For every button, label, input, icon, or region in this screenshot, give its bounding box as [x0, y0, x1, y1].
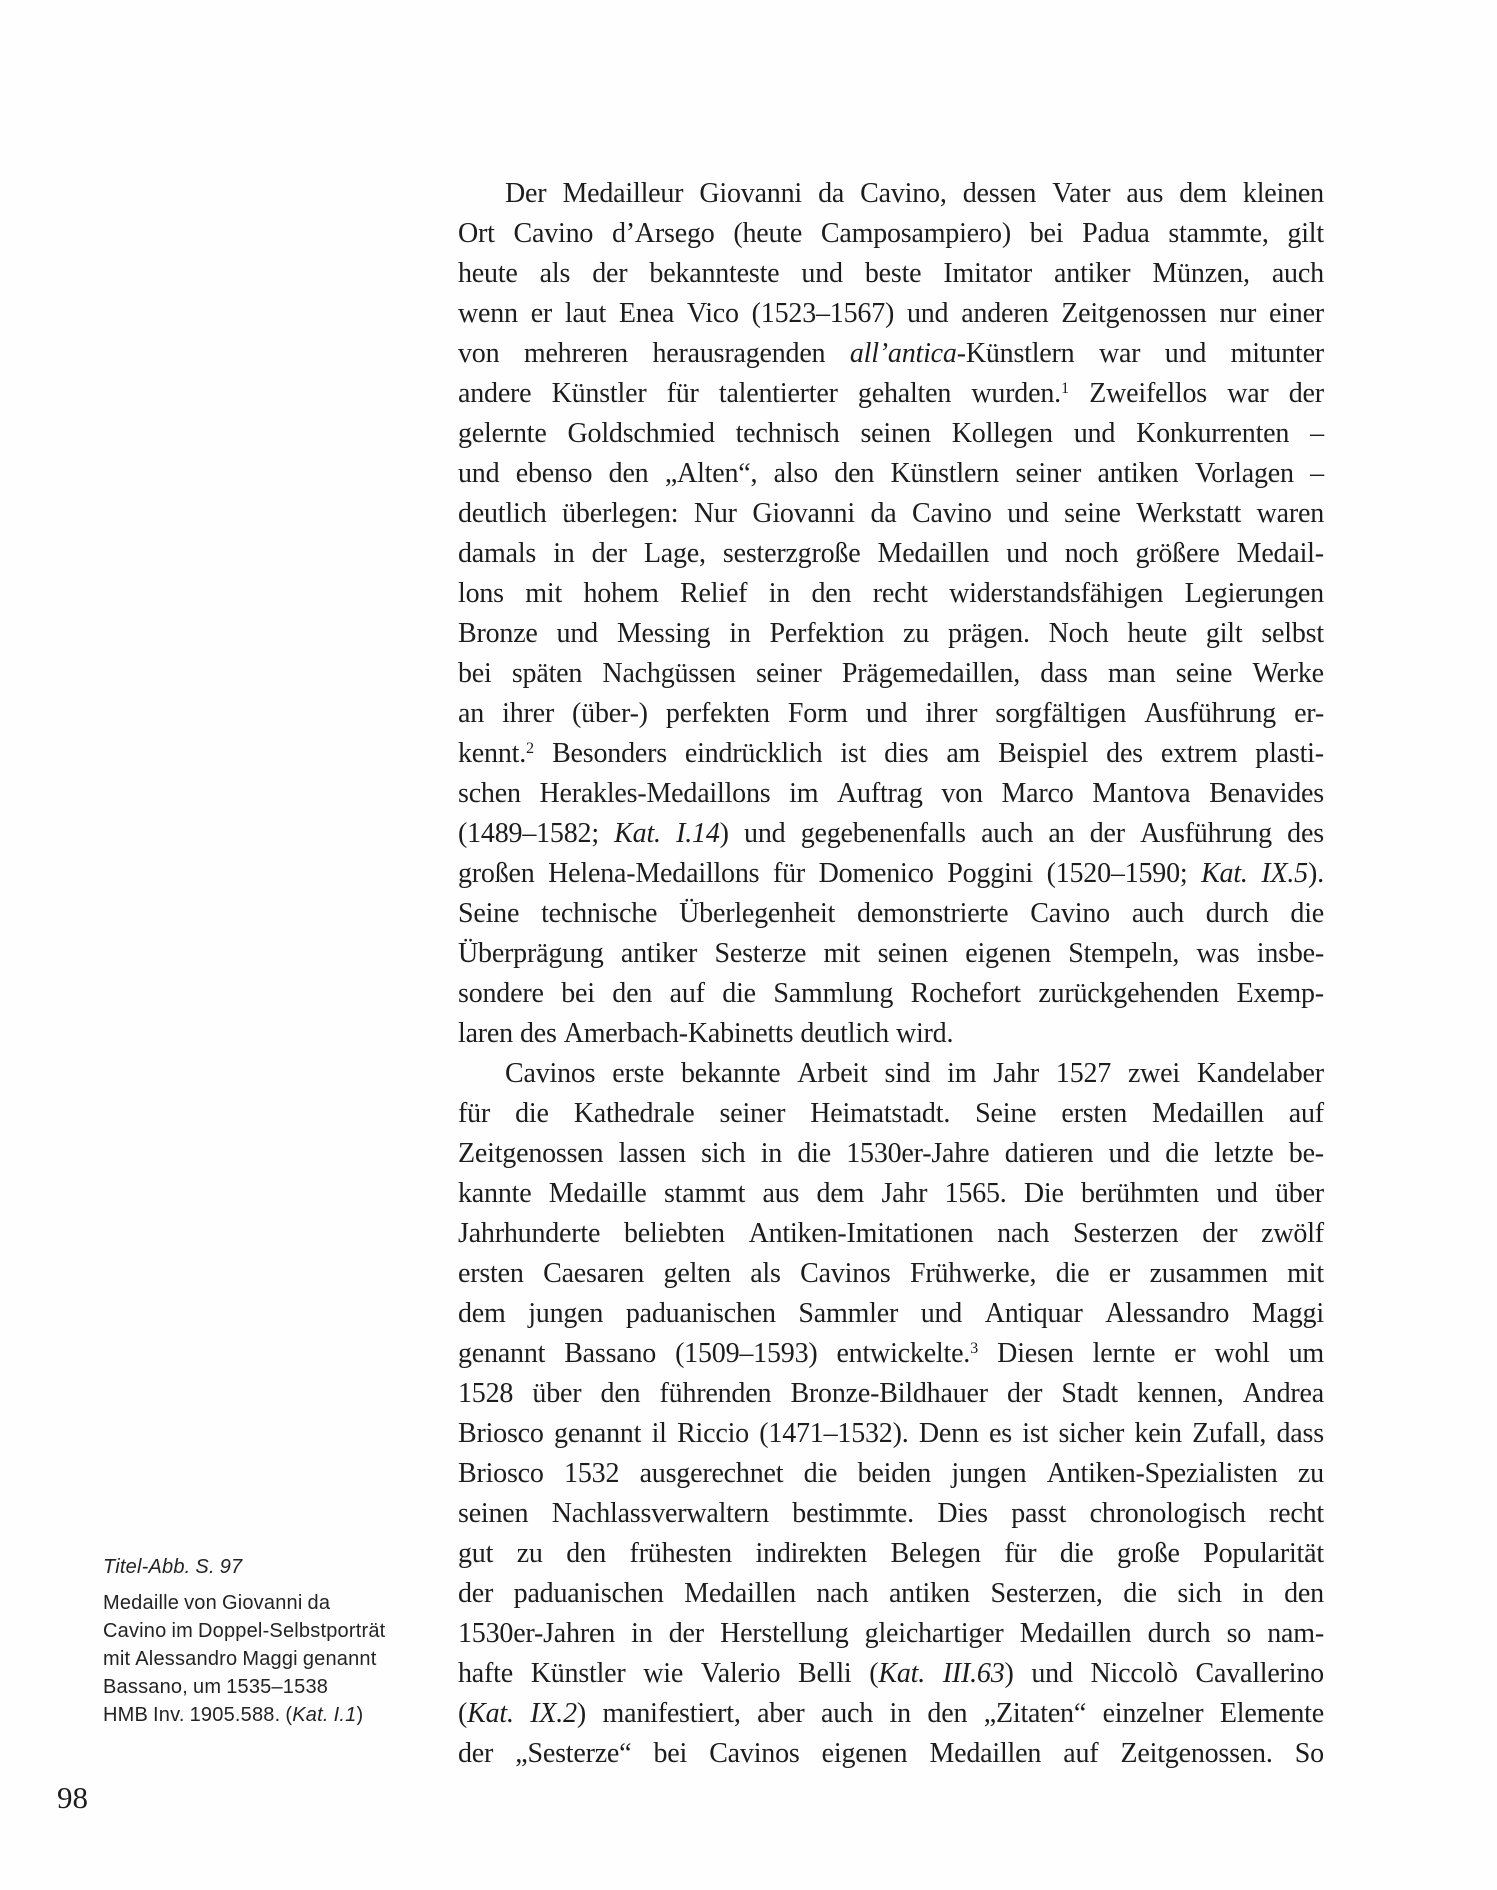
text-line: (Kat. IX.2) manifestiert, aber auch in den „Zitaten“ einzelner Elemente [458, 1698, 1324, 1729]
text-line: Briosco genannt il Riccio (1471–1532). Denn es ist sicher kein Zufall, dass [458, 1418, 1324, 1449]
body-text [458, 178, 1324, 1778]
text-line: wenn er laut Enea Vico (1523–1567) und anderen Zeitgenossen nur einer [458, 298, 1324, 329]
text-line: damals in der Lage, sesterzgroße Medaillen und noch größere Medail- [458, 538, 1324, 569]
caption-line: HMB Inv. 1905.588. (Kat. I.1) [103, 1704, 364, 1726]
text-line: der paduanischen Medaillen nach antiken Sesterzen, die sich in den [458, 1578, 1324, 1609]
text-line: 1530er-Jahren in der Herstellung gleichartiger Medaillen durch so nam- [458, 1618, 1324, 1649]
text-line: schen Herakles-Medaillons im Auftrag von Marco Mantova Benavides [458, 778, 1324, 809]
text-line: großen Helena-Medaillons für Domenico Poggini (1520–1590; Kat. IX.5). [458, 858, 1324, 889]
text-line: der „Sesterze“ bei Cavinos eigenen Medaillen auf Zeitgenossen. So [458, 1738, 1324, 1769]
text-line: Überprägung antiker Sesterze mit seinen eigenen Stempeln, was insbe- [458, 938, 1324, 969]
text-line: Cavinos erste bekannte Arbeit sind im Jahr 1527 zwei Kandelaber [505, 1058, 1324, 1089]
text-line: genannt Bassano (1509–1593) entwickelte.$^3$ Diesen lernte er wohl um [458, 1338, 1324, 1369]
text-line: deutlich überlegen: Nur Giovanni da Cavino und seine Werkstatt waren [458, 498, 1324, 529]
caption-line: Medaille von Giovanni da [103, 1592, 331, 1614]
text-line: Der Medailleur Giovanni da Cavino, dessen Vater aus dem kleinen [505, 178, 1324, 209]
text-line: (1489–1582; Kat. I.14) und gegebenenfalls auch an der Ausführung des [458, 818, 1324, 849]
text-line: andere Künstler für talentierter gehalten wurden.$^1$ Zweifellos war der [458, 378, 1324, 409]
caption-line: Titel-Abb. S. 97 [103, 1556, 243, 1578]
page-number: 98 [57, 1780, 88, 1815]
text-line: für die Kathedrale seiner Heimatstadt. Seine ersten Medaillen auf [458, 1098, 1324, 1129]
text-line: Briosco 1532 ausgerechnet die beiden jungen Antiken-Spezialisten zu [458, 1458, 1324, 1489]
text-line: dem jungen paduanischen Sammler und Antiquar Alessandro Maggi [458, 1298, 1324, 1329]
caption-line: Cavino im Doppel-Selbstporträt [103, 1620, 386, 1642]
text-line: sondere bei den auf die Sammlung Rochefort zurückgehenden Exemp- [458, 978, 1324, 1009]
text-line: Jahrhunderte beliebten Antiken-Imitationen nach Sesterzen der zwölf [458, 1218, 1324, 1249]
text-line: Zeitgenossen lassen sich in die 1530er-Jahre datieren und die letzte be- [458, 1138, 1324, 1169]
text-line: und ebenso den „Alten“, also den Künstlern seiner antiken Vorlagen – [458, 458, 1324, 489]
text-line: an ihrer (über-) perfekten Form und ihrer sorgfältigen Ausführung er- [458, 698, 1324, 729]
caption-line: Bassano, um 1535–1538 [103, 1676, 329, 1698]
figure-caption [103, 1556, 433, 1732]
caption-line: mit Alessandro Maggi genannt [103, 1648, 377, 1670]
text-line: bei späten Nachgüssen seiner Prägemedaillen, dass man seine Werke [458, 658, 1324, 689]
text-line: kennt.$^2$ Besonders eindrücklich ist dies am Beispiel des extrem plasti- [458, 738, 1324, 769]
text-line: gut zu den frühesten indirekten Belegen für die große Popularität [458, 1538, 1324, 1569]
text-line: seinen Nachlassverwaltern bestimmte. Dies passt chronologisch recht [458, 1498, 1324, 1529]
text-line: Seine technische Überlegenheit demonstrierte Cavino auch durch die [458, 898, 1324, 929]
text-line: laren des Amerbach-Kabinetts deutlich wird. [458, 1018, 954, 1049]
text-line: lons mit hohem Relief in den recht widerstandsfähigen Legierungen [458, 578, 1324, 609]
text-line: 1528 über den führenden Bronze-Bildhauer der Stadt kennen, Andrea [458, 1378, 1324, 1409]
text-line: gelernte Goldschmied technisch seinen Kollegen und Konkurrenten – [458, 418, 1324, 449]
text-line: ersten Caesaren gelten als Cavinos Frühwerke, die er zusammen mit [458, 1258, 1324, 1289]
text-line: heute als der bekannteste und beste Imitator antiker Münzen, auch [458, 258, 1324, 289]
text-line: Ort Cavino d’Arsego (heute Camposampiero) bei Padua stammte, gilt [458, 218, 1324, 249]
text-line: kannte Medaille stammt aus dem Jahr 1565. Die berühmten und über [458, 1178, 1324, 1209]
text-line: von mehreren herausragenden all’antica-Künstlern war und mitunter [458, 338, 1324, 369]
text-line: hafte Künstler wie Valerio Belli (Kat. III.63) und Niccolò Cavallerino [458, 1658, 1324, 1689]
text-line: Bronze und Messing in Perfektion zu prägen. Noch heute gilt selbst [458, 618, 1324, 649]
